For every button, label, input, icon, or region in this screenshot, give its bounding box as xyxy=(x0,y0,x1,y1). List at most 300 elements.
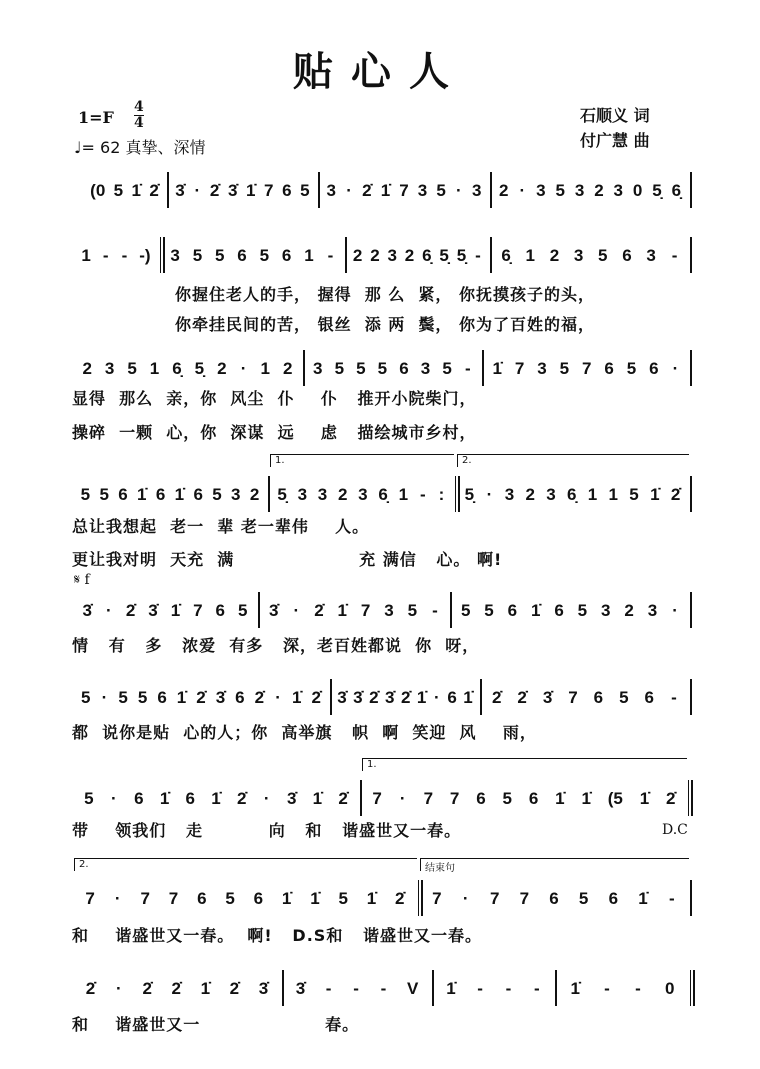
note: 1̇ xyxy=(211,789,221,808)
note: 1̇ xyxy=(174,485,185,504)
bar-line xyxy=(455,476,460,512)
note: 7 xyxy=(399,181,409,200)
note: 7 xyxy=(432,889,442,908)
bar-line xyxy=(345,237,347,273)
bar-line xyxy=(482,350,484,386)
note: 5̣ xyxy=(277,485,287,504)
note: 1̇ xyxy=(638,889,648,908)
note: 1̇ xyxy=(200,979,211,998)
lyric-line: 带 领我们 走 向 和 谐盛世又一春。 xyxy=(72,821,462,840)
note: - xyxy=(475,246,481,265)
note: 2 xyxy=(352,246,363,265)
note: · xyxy=(486,485,493,504)
note: 6 xyxy=(155,485,166,504)
note: 6 xyxy=(157,688,167,707)
note: - xyxy=(325,979,332,998)
note: 1̇ xyxy=(463,688,473,707)
volta-bracket: 2. xyxy=(457,454,689,467)
lyric-line: 你握住老人的手， 握得 那 么 紧， 你抚摸孩子的头， xyxy=(175,285,595,304)
note: - xyxy=(671,688,677,707)
bar-line xyxy=(555,970,557,1006)
note: 6 xyxy=(193,485,203,504)
note: 5 xyxy=(113,181,124,200)
note: 1̇ xyxy=(581,789,591,808)
note: 3 xyxy=(387,246,397,265)
measure xyxy=(76,683,326,713)
measure xyxy=(494,241,686,271)
measure xyxy=(171,176,314,206)
note: - xyxy=(465,359,471,378)
note: 3̇ xyxy=(258,979,269,998)
note: 3 xyxy=(417,181,428,200)
measure xyxy=(76,884,414,914)
note: - xyxy=(604,979,610,998)
note: - xyxy=(380,979,387,998)
note: 2̇ xyxy=(125,601,136,620)
note: 3 xyxy=(313,359,323,378)
note: 6 xyxy=(185,789,195,808)
note: 5 xyxy=(577,601,588,620)
note: 5 xyxy=(626,359,637,378)
note: 3̇ xyxy=(353,688,363,707)
note: 3 xyxy=(504,485,515,504)
note: 5 xyxy=(460,601,471,620)
tempo-marking: ♩= 62 真挚、深情 xyxy=(74,138,206,157)
note: · xyxy=(346,181,352,200)
note: 5 xyxy=(259,246,270,265)
note: 5 xyxy=(619,688,629,707)
note: 6 xyxy=(604,359,614,378)
lyric-line: 都 说你是贴 心的人；你 高举旗 帜 啊 笑迎 风 雨， xyxy=(72,723,537,742)
note: 2̇ xyxy=(171,979,181,998)
note: 2 xyxy=(525,485,535,504)
note: 6 xyxy=(476,789,486,808)
note: 5 xyxy=(212,485,222,504)
measure xyxy=(494,176,686,206)
note: 3 xyxy=(297,485,308,504)
measure xyxy=(486,354,686,384)
note: 5 xyxy=(80,688,91,707)
note: 1 xyxy=(304,246,314,265)
note: 2 xyxy=(370,246,380,265)
bar-line xyxy=(303,350,305,386)
note: - xyxy=(669,889,675,908)
note: 1̇ xyxy=(570,979,580,998)
note: 3̇ xyxy=(227,181,238,200)
note: 1̇ xyxy=(176,688,187,707)
note: 5 xyxy=(118,688,128,707)
song-title: 贴心人 xyxy=(293,48,467,95)
note: 6 xyxy=(593,688,604,707)
note: 2̇ xyxy=(311,688,321,707)
note: 2̇ xyxy=(236,789,247,808)
note: 2 xyxy=(624,601,634,620)
note: - xyxy=(353,979,359,998)
performance-mark: 𝄋 f xyxy=(74,572,90,588)
note: 2 xyxy=(549,246,560,265)
bar-line xyxy=(690,350,692,386)
note: 3̇ xyxy=(542,688,553,707)
note: 3̇ xyxy=(286,789,297,808)
measure xyxy=(86,176,163,206)
note: 1̇ xyxy=(380,181,391,200)
note: 3̇ xyxy=(82,601,92,620)
note: - xyxy=(635,979,641,998)
measure xyxy=(422,884,686,914)
note: 6̣ xyxy=(378,485,388,504)
note: 7 xyxy=(264,181,274,200)
note: 3 xyxy=(546,485,556,504)
note: 5 xyxy=(99,485,109,504)
note: 2 xyxy=(404,246,415,265)
note: 6 xyxy=(235,688,245,707)
note: 1̇ xyxy=(131,181,141,200)
note: 2̇ xyxy=(314,601,324,620)
note: 1 xyxy=(587,485,598,504)
note: 2̇ xyxy=(670,485,681,504)
note: · xyxy=(116,979,122,998)
note: 3̇ xyxy=(215,688,226,707)
note: · xyxy=(263,789,270,808)
note: 1̇ xyxy=(366,889,377,908)
bar-line xyxy=(690,237,692,273)
note: 6 xyxy=(282,181,292,200)
bar-line xyxy=(480,679,482,715)
staff-system xyxy=(0,974,760,1004)
lyric-line: 显得 那么 亲，你 风尘 仆 仆 推开小院柴门， xyxy=(72,389,477,408)
note: 5̣ xyxy=(439,246,449,265)
note: 3̇ xyxy=(148,601,158,620)
note: 0 xyxy=(665,979,675,998)
note: 5 xyxy=(300,181,310,200)
measure xyxy=(272,480,451,510)
note: · xyxy=(240,359,247,378)
note: 2 xyxy=(217,359,227,378)
note: 1̇ xyxy=(312,789,323,808)
note: 2̇ xyxy=(149,181,159,200)
note: 2̇ xyxy=(229,979,240,998)
note: 3 xyxy=(104,359,115,378)
note: 6̣ xyxy=(567,485,577,504)
note: 3̇ xyxy=(385,688,395,707)
note: · xyxy=(275,688,281,707)
note: 5 xyxy=(578,889,589,908)
note: (5 xyxy=(607,789,623,808)
note: 2̇ xyxy=(142,979,152,998)
note: 3 xyxy=(601,601,611,620)
measure xyxy=(322,176,486,206)
note: : xyxy=(438,485,445,504)
note: · xyxy=(462,889,469,908)
note: 5̣ xyxy=(194,359,205,378)
note: 6 xyxy=(644,688,654,707)
staff-system xyxy=(0,176,760,206)
note: · xyxy=(399,789,406,808)
note: 2 xyxy=(82,359,92,378)
lyric-line: 更让我对明 天充 满 充 满信 心。 啊! xyxy=(72,550,503,569)
note: 5 xyxy=(334,359,345,378)
staff-system xyxy=(0,759,760,814)
note: 2̇ xyxy=(209,181,220,200)
measure xyxy=(76,480,264,510)
note: 3 xyxy=(537,359,547,378)
note: 5 xyxy=(484,601,494,620)
note: · xyxy=(111,789,117,808)
note: 5 xyxy=(436,181,446,200)
note: 6 xyxy=(253,889,264,908)
note: 6 xyxy=(237,246,247,265)
performance-mark: D.C xyxy=(662,822,688,838)
measure xyxy=(76,784,356,814)
note: 2̇ xyxy=(338,789,348,808)
note: 1̇ xyxy=(292,688,302,707)
note: 2̇ xyxy=(517,688,527,707)
note: 3 xyxy=(573,246,584,265)
note: 1̇ xyxy=(446,979,456,998)
note: · xyxy=(519,181,526,200)
note: 5̣ xyxy=(652,181,662,200)
note: 1 xyxy=(260,359,270,378)
note: 1̇ xyxy=(416,688,427,707)
note: · xyxy=(114,889,121,908)
note: · xyxy=(293,601,300,620)
time-signature xyxy=(134,100,144,131)
credits xyxy=(580,103,650,153)
bar-line xyxy=(282,970,284,1006)
note: - xyxy=(671,246,678,265)
note: 6 xyxy=(608,889,619,908)
note: 2 xyxy=(337,485,348,504)
note: 2̇ xyxy=(85,979,96,998)
measure xyxy=(76,241,156,271)
staff-system xyxy=(0,859,760,914)
note: 5̣ xyxy=(456,246,467,265)
note: -) xyxy=(139,246,151,265)
bar-line xyxy=(688,780,693,816)
note: 7 xyxy=(423,789,434,808)
note: 5̣ xyxy=(464,485,475,504)
bar-line xyxy=(690,476,692,512)
staff-system xyxy=(0,596,760,626)
note: 6̣ xyxy=(671,181,682,200)
note: 5 xyxy=(225,889,235,908)
lyric-line: 你牵挂民间的苦， 银丝 添 两 鬓， 你为了百姓的福， xyxy=(175,315,595,334)
note: 5 xyxy=(338,889,348,908)
note: · xyxy=(672,601,678,620)
note: 1 xyxy=(525,246,535,265)
volta-bracket: 结束句 xyxy=(420,858,689,871)
note: 1̇ xyxy=(281,889,292,908)
note: 5 xyxy=(137,688,148,707)
measure xyxy=(459,480,686,510)
note: 5 xyxy=(84,789,94,808)
note: 1̇ xyxy=(555,789,565,808)
note: 3̇ xyxy=(337,688,347,707)
note: 2̇ xyxy=(666,789,676,808)
lyric-line: 和 谐盛世又一 春。 xyxy=(72,1015,360,1034)
measure xyxy=(454,596,686,626)
note: 7 xyxy=(519,889,530,908)
note: 5 xyxy=(407,601,418,620)
bar-line xyxy=(490,237,492,273)
note: · xyxy=(672,359,679,378)
note: - xyxy=(419,485,426,504)
bar-line xyxy=(160,237,165,273)
note: 3̇ xyxy=(268,601,279,620)
note: 5 xyxy=(127,359,137,378)
note: 6 xyxy=(649,359,659,378)
note: 6 xyxy=(118,485,128,504)
note: 6̣ xyxy=(422,246,432,265)
note: 2 xyxy=(594,181,604,200)
note: - xyxy=(432,601,438,620)
note: 7 xyxy=(193,601,203,620)
lyric-line: 操碎 一颗 心，你 深谋 远 虑 描绘城市乡村， xyxy=(72,423,477,442)
note: (0 xyxy=(90,181,106,200)
measure xyxy=(164,241,341,271)
note: 6̣ xyxy=(172,359,182,378)
note: 3 xyxy=(231,485,241,504)
volta-bracket: 2. xyxy=(74,858,417,871)
note: 3 xyxy=(471,181,482,200)
lyricist: 石顺义 词 xyxy=(580,106,650,125)
note: 1 xyxy=(149,359,160,378)
note: 6 xyxy=(622,246,632,265)
volta-bracket: 1. xyxy=(270,454,454,467)
note: 1̇ xyxy=(639,789,650,808)
measure xyxy=(484,683,686,713)
bar-line xyxy=(690,679,692,715)
bar-line xyxy=(450,592,452,628)
lyric-line: 情 有 多 浓爱 有多 深，老百姓都说 你 呀， xyxy=(72,636,480,655)
note: 6 xyxy=(447,688,457,707)
note: 3 xyxy=(536,181,546,200)
note: V xyxy=(406,979,419,998)
note: · xyxy=(194,181,201,200)
note: 1 xyxy=(81,246,91,265)
note: 5 xyxy=(356,359,366,378)
staff-system xyxy=(0,683,760,713)
note: - xyxy=(102,246,109,265)
note: 6 xyxy=(549,889,559,908)
note: 3̇ xyxy=(295,979,306,998)
note: 1̇ xyxy=(246,181,256,200)
measure xyxy=(286,974,428,1004)
bar-line xyxy=(690,880,692,916)
note: - xyxy=(477,979,483,998)
note: 7 xyxy=(449,789,460,808)
note: 2̇ xyxy=(400,688,411,707)
note: 3 xyxy=(358,485,368,504)
bar-line xyxy=(490,172,492,208)
note: 7 xyxy=(489,889,500,908)
note: 6 xyxy=(215,601,225,620)
note: 5 xyxy=(215,246,225,265)
note: 3 xyxy=(317,485,328,504)
note: 5 xyxy=(555,181,565,200)
lyric-line: 和 谐盛世又一春。 啊! D.S和 谐盛世又一春。 xyxy=(72,926,483,945)
measure xyxy=(559,974,686,1004)
time-signature-top: 4 xyxy=(134,99,144,115)
note: 2̇ xyxy=(254,688,265,707)
measure xyxy=(76,596,254,626)
measure xyxy=(334,683,476,713)
note: 1̇ xyxy=(492,359,502,378)
note: 3 xyxy=(613,181,623,200)
note: · xyxy=(456,181,462,200)
note: 0 xyxy=(632,181,643,200)
note: - xyxy=(327,246,334,265)
time-signature-bottom: 4 xyxy=(134,115,144,131)
bar-line xyxy=(690,592,692,628)
bar-line xyxy=(268,476,270,512)
note: 2̇ xyxy=(196,688,206,707)
note: 2 xyxy=(249,485,260,504)
measure xyxy=(76,354,299,384)
note: 2̇ xyxy=(362,181,372,200)
note: 5 xyxy=(192,246,203,265)
note: 6 xyxy=(507,601,518,620)
note: 5 xyxy=(559,359,570,378)
note: 1 xyxy=(398,485,409,504)
note: 2 xyxy=(282,359,293,378)
note: 7 xyxy=(85,889,95,908)
note: 5 xyxy=(598,246,608,265)
note: 6 xyxy=(281,246,292,265)
composer: 付广慧 曲 xyxy=(580,131,650,150)
note: · xyxy=(101,688,108,707)
bar-line xyxy=(432,970,434,1006)
note: - xyxy=(533,979,540,998)
note: 2̇ xyxy=(395,889,405,908)
note: 7 xyxy=(568,688,578,707)
note: 1̇ xyxy=(337,601,348,620)
note: 7 xyxy=(168,889,179,908)
note: 5 xyxy=(80,485,91,504)
note: 3 xyxy=(420,359,431,378)
staff-system xyxy=(0,455,760,510)
bar-line xyxy=(318,172,320,208)
note: 3 xyxy=(326,181,336,200)
note: - xyxy=(505,979,512,998)
measure xyxy=(349,241,486,271)
note: 5 xyxy=(502,789,512,808)
note: 6 xyxy=(134,789,144,808)
note: 2̇ xyxy=(369,688,379,707)
note: 2 xyxy=(498,181,509,200)
note: 3 xyxy=(647,601,658,620)
note: 3 xyxy=(384,601,394,620)
note: 3̇ xyxy=(175,181,185,200)
measure xyxy=(262,596,446,626)
bar-line xyxy=(330,679,332,715)
bar-line xyxy=(418,880,423,916)
note: 1̇ xyxy=(170,601,181,620)
note: 7 xyxy=(514,359,525,378)
note: 1̇ xyxy=(530,601,541,620)
note: 1̇ xyxy=(137,485,147,504)
note: 7 xyxy=(360,601,371,620)
measure xyxy=(364,784,684,814)
note: 6 xyxy=(554,601,564,620)
volta-bracket: 1. xyxy=(362,758,687,771)
key-signature: 1=F xyxy=(78,108,114,127)
measure xyxy=(307,354,478,384)
note: 3 xyxy=(574,181,585,200)
note: 3 xyxy=(646,246,656,265)
note: 7 xyxy=(581,359,592,378)
note: 6 xyxy=(528,789,539,808)
